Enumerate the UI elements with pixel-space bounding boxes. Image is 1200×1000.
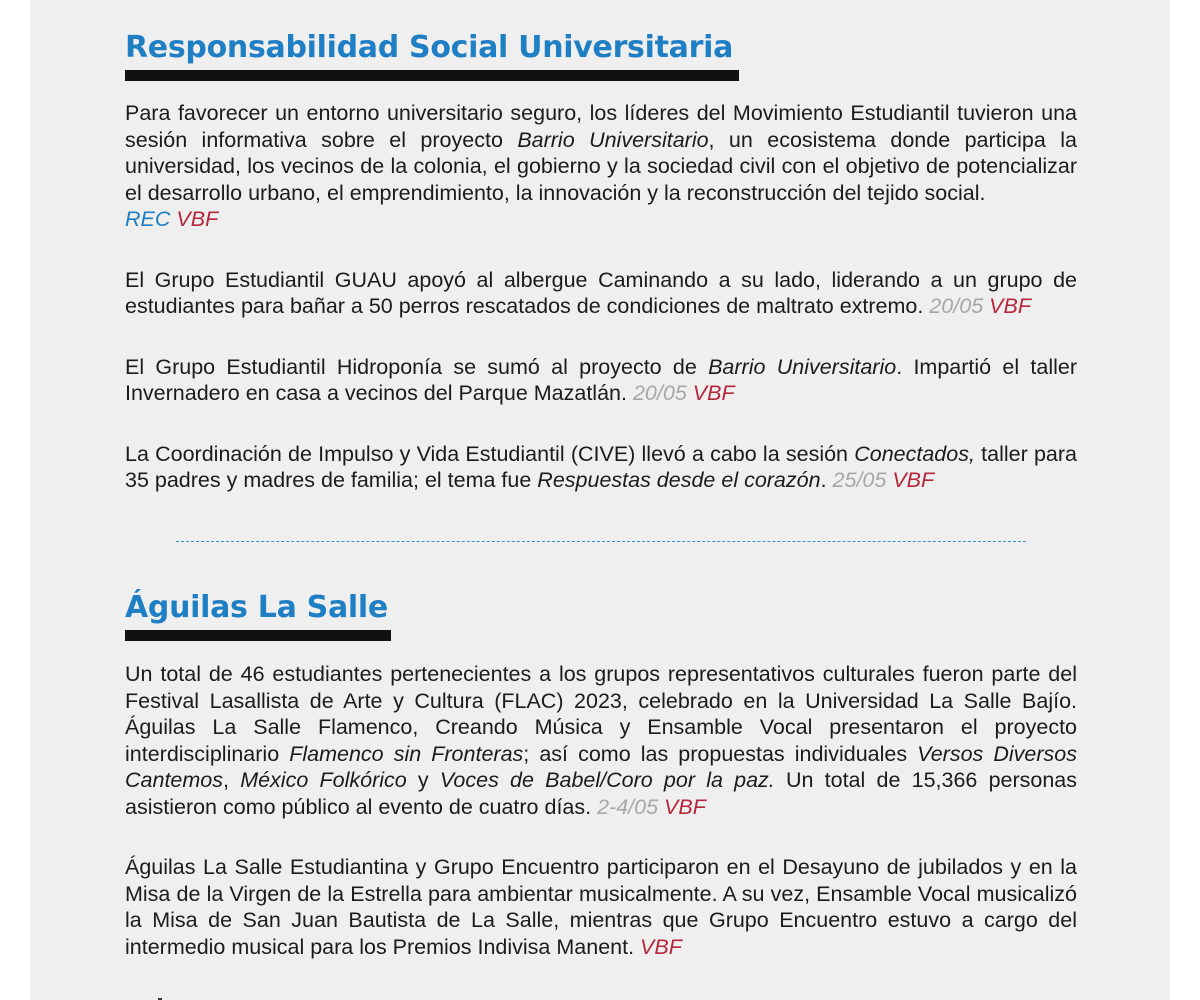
paragraph-text: La Coordinación de Impulso y Vida Estudiantil (CIVE) llevó a cabo la sesión <box>125 441 855 466</box>
italic-text: Voces de Babel/Coro por la paz. <box>439 768 775 792</box>
paragraph-text: Un total de 15,366 personas asistieron como público al evento de cuatro días. <box>125 768 1078 819</box>
author-tag: VBF <box>640 934 682 959</box>
date-tag: 25/05 <box>832 468 887 492</box>
heading-underline-bar <box>125 630 391 641</box>
paragraph <box>125 267 1077 320</box>
italic-text: Flamenco sin Fronteras <box>289 741 524 766</box>
italic-text: Versos Diversos Cantemos <box>125 741 1077 792</box>
author-tag: VBF <box>892 468 935 492</box>
italic-text: Conectados, <box>854 441 975 466</box>
section-responsabilidad-social <box>125 28 1077 494</box>
paragraph-text: taller para 35 padres y madres de familia; el tema fue <box>125 441 1077 492</box>
date-tag: 20/05 <box>929 294 984 318</box>
author-tag: VBF <box>176 207 219 231</box>
document-page <box>30 0 1170 1000</box>
paragraph-text: . <box>820 468 827 492</box>
section-heading: Responsabilidad Social Universitaria <box>125 30 734 65</box>
paragraph-text: Águilas La Salle Estudiantina y Grupo Encuentro participaron en el Desayuno de jubilados y en la Misa de la Virgen de la Estrella para ambientar musicalmente. A su vez, Ensamble Vocal musicalizó la Misa de San Juan Bautista de La Salle, mientras que Grupo Encuentro estuvo a cargo del intermedio musical para los Premios Indivisa Manent. <box>125 855 1077 959</box>
paragraph-text: ; así como las propuestas individuales <box>523 741 918 766</box>
italic-text: Barrio Universitario <box>517 127 709 152</box>
paragraph-text: El Grupo Estudiantil Hidroponía se sumó al proyecto de <box>125 354 709 379</box>
section-aguilas-la-salle <box>125 588 1077 960</box>
author-tag: VBF <box>989 294 1031 318</box>
paragraph-text: . Impartió el taller Invernadero en casa a vecinos del Parque Mazatlán. <box>125 354 1077 405</box>
paragraph <box>125 354 1077 407</box>
cropped-text-fragment <box>158 990 166 1000</box>
paragraph-text: Un total de 46 estudiantes pertenecientes a los grupos representativos culturales fueron parte del Festival Lasallista de Arte y Cultura (FLAC) 2023, celebrado en la Universidad La Salle Bajío. Águilas La Salle Flamenco, Creando Música y Ensamble Vocal presentaron el proyecto interdisciplinario <box>125 662 1077 766</box>
paragraph-text: , un ecosistema donde participa la universidad, los vecinos de la colonia, el gobierno y la sociedad civil con el objetivo de potencializar el desarrollo urbano, el emprendimiento, la innovación y la reconstrucción del tejido social. <box>125 127 1077 205</box>
paragraph-text: Para favorecer un entorno universitario seguro, los líderes del Movimiento Estudiantil tuvieron una sesión informativa sobre el proyecto <box>125 101 1077 152</box>
italic-text: Barrio Universitario <box>708 354 897 379</box>
date-tag: 2-4/05 <box>597 794 659 819</box>
italic-text: Respuestas desde el corazón <box>537 468 821 492</box>
source-tag: REC <box>125 207 171 231</box>
paragraph <box>125 661 1077 820</box>
author-tag: VBF <box>692 381 735 405</box>
paragraph-text: , <box>223 768 241 792</box>
heading-underline-bar <box>125 70 739 81</box>
paragraph <box>125 100 1077 233</box>
paragraph-text: y <box>406 768 440 792</box>
italic-text: México Folkórico <box>240 768 407 792</box>
section-divider <box>176 541 1026 542</box>
paragraph <box>125 441 1077 494</box>
paragraph <box>125 854 1077 960</box>
date-tag: 20/05 <box>632 381 687 405</box>
author-tag: VBF <box>664 794 706 819</box>
section-heading: Águilas La Salle <box>125 590 388 625</box>
paragraph-text: El Grupo Estudiantil GUAU apoyó al albergue Caminando a su lado, liderando a un grupo de estudiantes para bañar a 50 perros rescatados de condiciones de maltrato extremo. <box>125 267 1077 318</box>
